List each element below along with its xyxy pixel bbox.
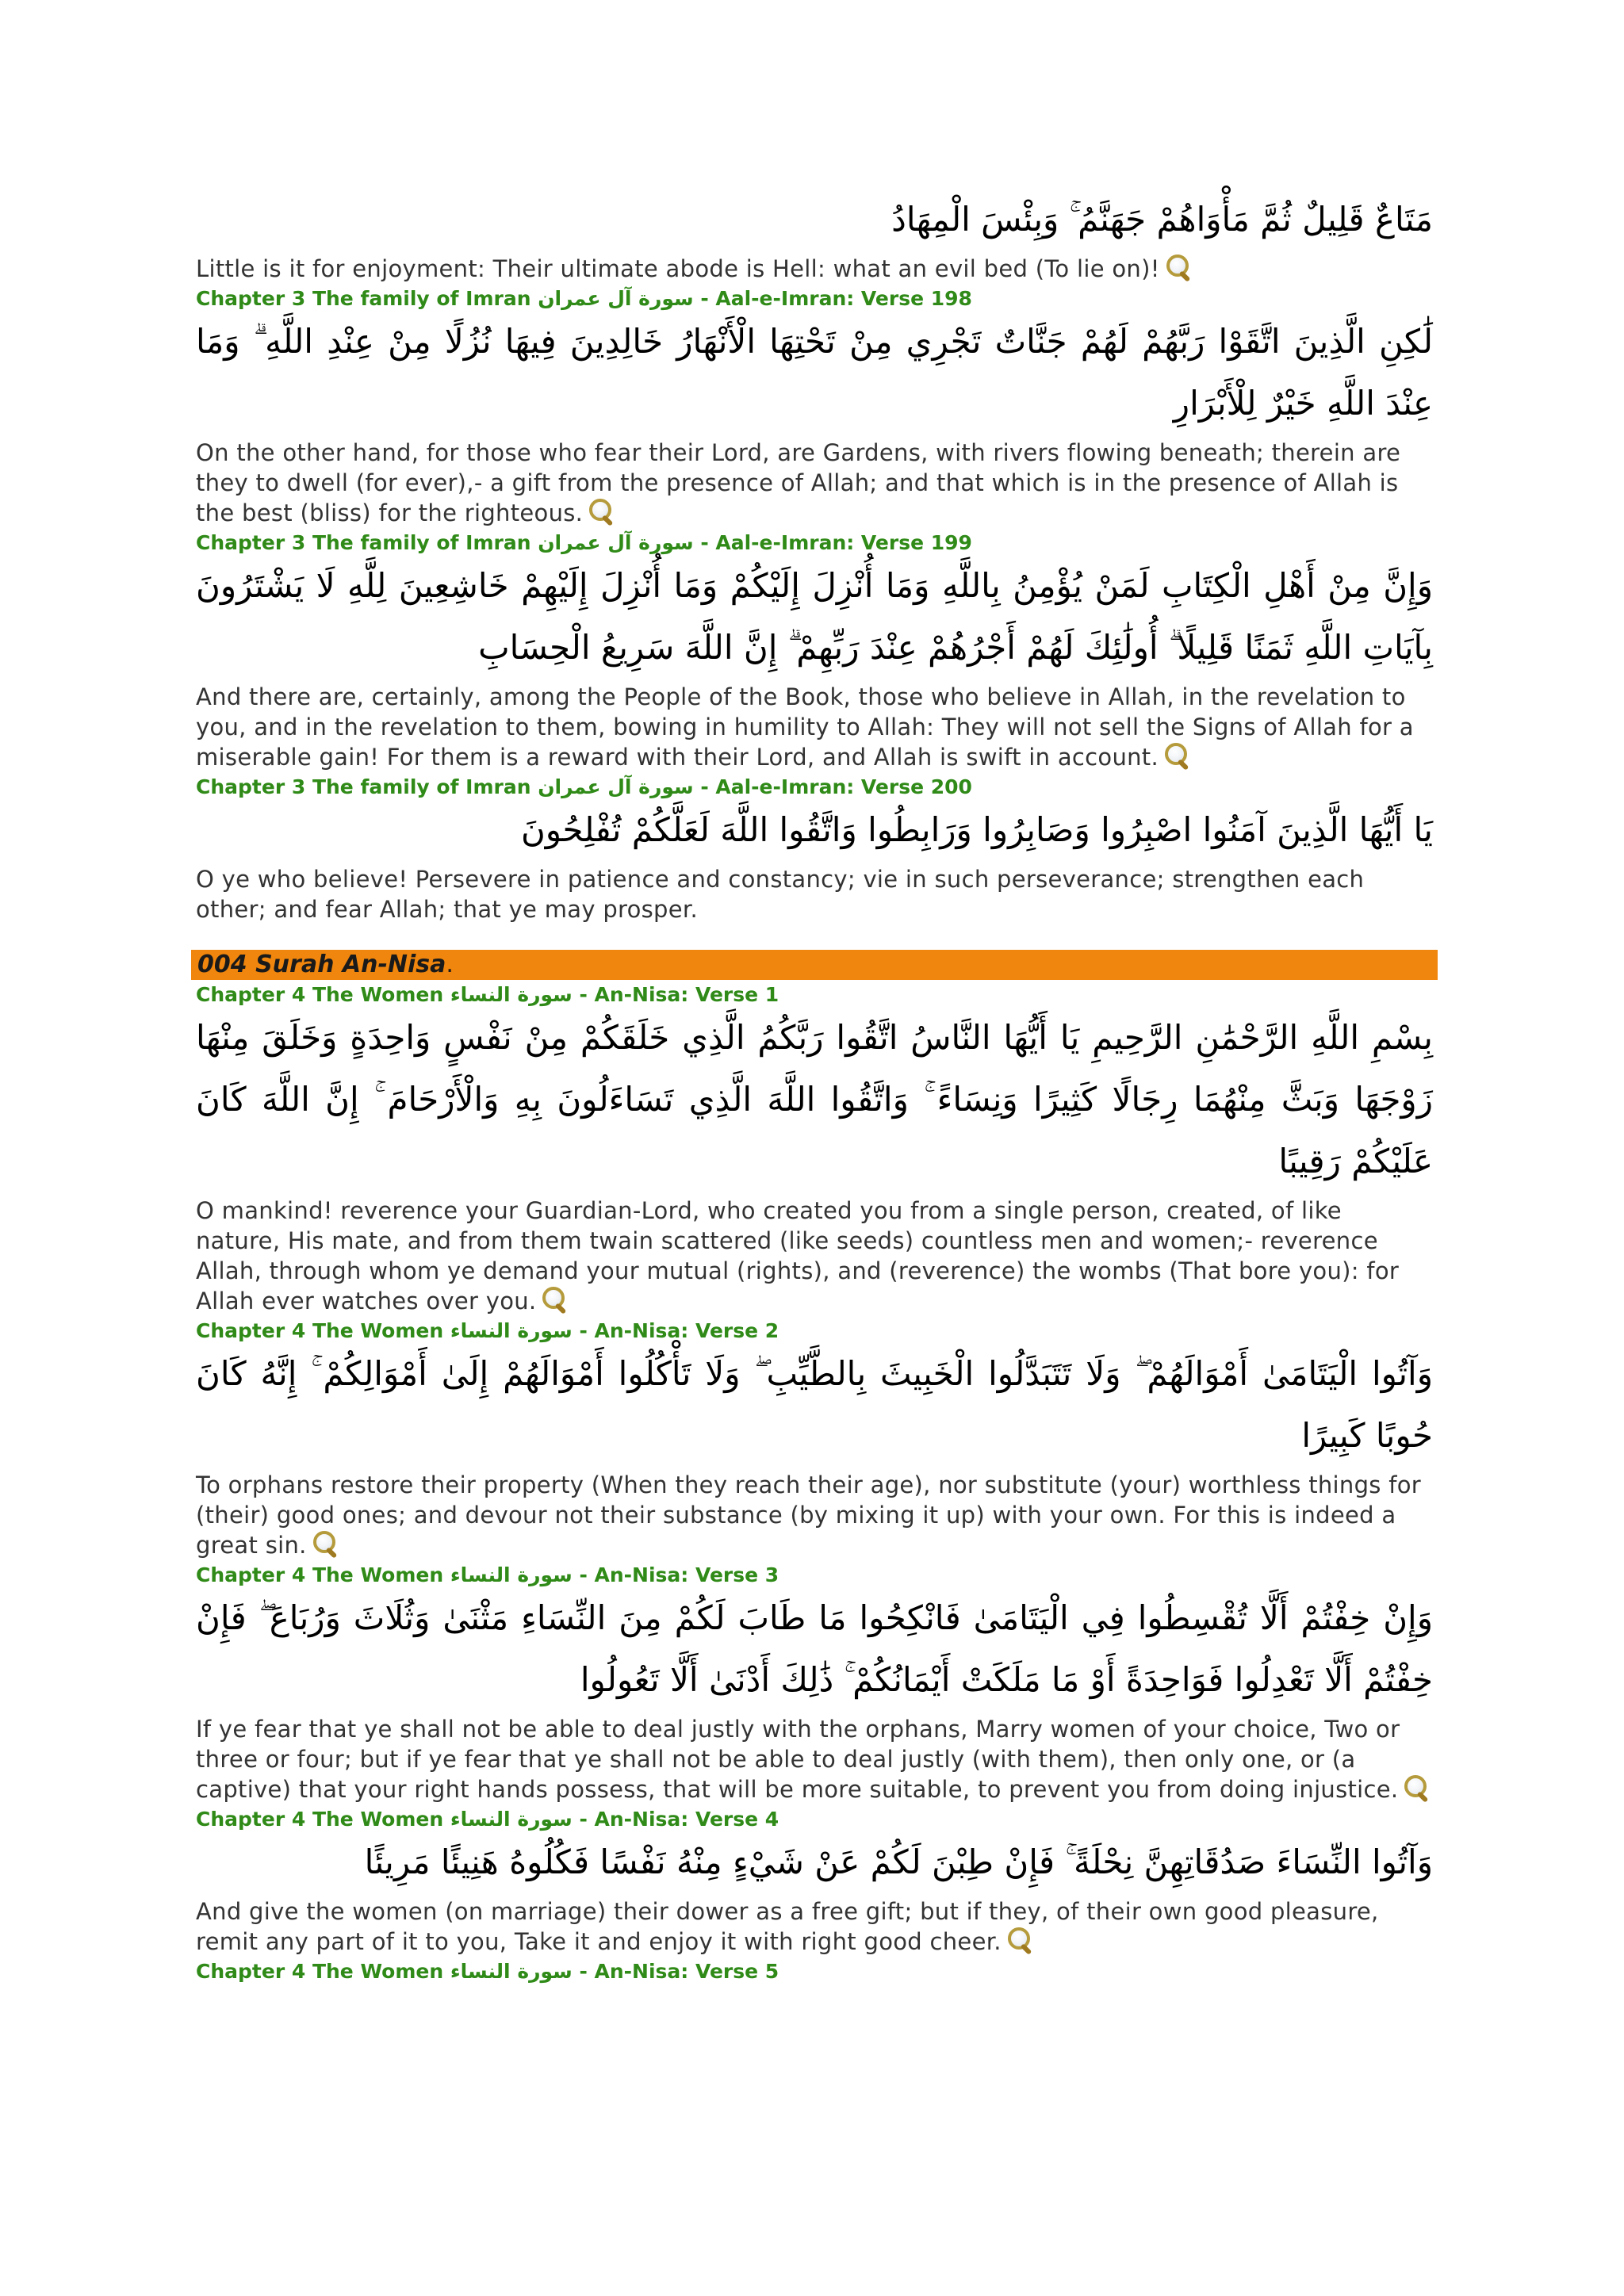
heading-chapter: Chapter 3 The family of Imran — [196, 287, 531, 310]
heading-surah-arabic: سورة النساء — [450, 983, 573, 1006]
heading-chapter: Chapter 4 The Women — [196, 1808, 444, 1831]
translation-text: If ye fear that ye shall not be able to deal justly with the orphans, Marry women of your choice, Two or three or four; but if ye fear that ye shall not be able to deal justly (with them), then only one, or (a captive) that your right hands possess, that will be more suitable, to prevent you from doing injustice. — [196, 1716, 1400, 1803]
magnifier-icon[interactable] — [541, 1287, 568, 1314]
heading-chapter: Chapter 4 The Women — [196, 1960, 444, 1983]
verse-continuation — [196, 189, 1433, 284]
english-translation — [196, 682, 1433, 772]
verse-block — [196, 775, 1433, 924]
english-translation — [196, 1470, 1433, 1560]
verse-heading — [196, 531, 1433, 555]
page-content — [196, 189, 1433, 1987]
magnifier-icon[interactable] — [1165, 254, 1192, 281]
magnifier-icon[interactable] — [1163, 743, 1190, 770]
verse-block — [196, 1319, 1433, 1560]
arabic-verse-text: مَتَاعٌ قَلِيلٌ ثُمَّ مَأْوَاهُمْ جَهَنَّمُ ۚ وَبِئْسَ الْمِهَادُ — [891, 200, 1433, 239]
heading-chapter: Chapter 4 The Women — [196, 1563, 444, 1586]
heading-chapter: Chapter 3 The family of Imran — [196, 531, 531, 554]
verse-block — [196, 287, 1433, 528]
verse-heading — [196, 1319, 1433, 1343]
heading-surah-arabic: سورة آل عمران — [538, 287, 694, 310]
verse-heading — [196, 1808, 1433, 1831]
arabic-verse-text: لَٰكِنِ الَّذِينَ اتَّقَوْا رَبَّهُمْ لَهُمْ جَنَّاتٌ تَجْرِي مِنْ تَحْتِهَا الْأَنْهَارُ خَالِدِينَ فِيهَا نُزُلًا مِنْ عِنْدِ اللَّهِ ۗ وَمَا عِنْدَ اللَّهِ خَيْرٌ لِلْأَبْرَارِ — [196, 322, 1433, 423]
verse-heading — [196, 983, 1433, 1007]
heading-surah-arabic: سورة آل عمران — [538, 531, 694, 554]
heading-surah-arabic: سورة آل عمران — [538, 775, 694, 798]
surah-title: 004 Surah An-Nisa — [197, 951, 446, 978]
heading-verse-ref: - An-Nisa: Verse 1 — [579, 983, 779, 1006]
translation-text: And there are, certainly, among the People of the Book, those who believe in Allah, in the revelation to you, and in the revelation to them, bowing in humility to Allah: They will not sell the Signs of Allah for a miserable gain! For them is a reward with their Lord, and Allah is swift in account. — [196, 683, 1414, 771]
heading-verse-ref: - An-Nisa: Verse 3 — [579, 1563, 779, 1586]
verse-block — [196, 531, 1433, 772]
heading-surah-arabic: سورة النساء — [450, 1563, 573, 1586]
heading-surah-arabic: سورة النساء — [450, 1808, 573, 1831]
heading-surah-arabic: سورة النساء — [450, 1960, 573, 1983]
verse-block — [196, 1808, 1433, 1957]
arabic-verse-text: وَآتُوا الْيَتَامَىٰ أَمْوَالَهُمْ ۖ وَلَا تَتَبَدَّلُوا الْخَبِيثَ بِالطَّيِّبِ ۖ وَلَا تَأْكُلُوا أَمْوَالَهُمْ إِلَىٰ أَمْوَالِكُمْ ۚ إِنَّهُ كَانَ حُوبًا كَبِيرًا — [196, 1354, 1433, 1455]
heading-chapter: Chapter 4 The Women — [196, 1319, 444, 1342]
translation-text: On the other hand, for those who fear their Lord, are Gardens, with rivers flowing beneath; therein are they to dwell (for ever),- a gift from the presence of Allah; and that which is in the presence of Allah is the best (bliss) for the righteous. — [196, 439, 1401, 526]
english-translation — [196, 1896, 1433, 1957]
magnifier-icon[interactable] — [1006, 1927, 1033, 1954]
english-translation — [196, 254, 1433, 284]
heading-verse-ref: - An-Nisa: Verse 4 — [579, 1808, 779, 1831]
verse-block — [196, 1563, 1433, 1804]
verse-block — [196, 1960, 1433, 1984]
arabic-verse-text: يَا أَيُّهَا الَّذِينَ آمَنُوا اصْبِرُوا وَصَابِرُوا وَرَابِطُوا وَاتَّقُوا اللَّهَ لَعَلَّكُمْ تُفْلِحُونَ — [520, 810, 1433, 849]
translation-text: Little is it for enjoyment: Their ultimate abode is Hell: what an evil bed (To lie on)! — [196, 255, 1160, 282]
heading-verse-ref: - An-Nisa: Verse 2 — [579, 1319, 779, 1342]
english-translation — [196, 864, 1433, 924]
heading-verse-ref: - Aal-e-Imran: Verse 200 — [700, 775, 972, 798]
arabic-verse-text: بِسْمِ اللَّهِ الرَّحْمَٰنِ الرَّحِيمِ يَا أَيُّهَا النَّاسُ اتَّقُوا رَبَّكُمُ الَّذِي خَلَقَكُمْ مِنْ نَفْسٍ وَاحِدَةٍ وَخَلَقَ مِنْهَا زَوْجَهَا وَبَثَّ مِنْهُمَا رِجَالًا كَثِيرًا وَنِسَاءً ۚ وَاتَّقُوا اللَّهَ الَّذِي تَسَاءَلُونَ بِهِ وَالْأَرْحَامَ ۚ إِنَّ اللَّهَ كَانَ عَلَيْكُمْ رَقِيبًا — [196, 1018, 1433, 1181]
english-translation — [196, 1714, 1433, 1804]
magnifier-icon[interactable] — [588, 499, 615, 526]
translation-text: O ye who believe! Persevere in patience and constancy; vie in such perseverance; strengthen each other; and fear Allah; that ye may prosper. — [196, 866, 1365, 923]
english-translation — [196, 438, 1433, 528]
arabic-verse-text: وَإِنَّ مِنْ أَهْلِ الْكِتَابِ لَمَنْ يُؤْمِنُ بِاللَّهِ وَمَا أُنْزِلَ إِلَيْكُمْ وَمَا أُنْزِلَ إِلَيْهِمْ خَاشِعِينَ لِلَّهِ لَا يَشْتَرُونَ بِآيَاتِ اللَّهِ ثَمَنًا قَلِيلًا ۗ أُولَٰئِكَ لَهُمْ أَجْرُهُمْ عِنْدَ رَبِّهِمْ ۗ إِنَّ اللَّهَ سَرِيعُ الْحِسَابِ — [196, 566, 1433, 667]
heading-verse-ref: - Aal-e-Imran: Verse 199 — [700, 531, 972, 554]
verse-heading — [196, 1563, 1433, 1587]
english-translation — [196, 1196, 1433, 1316]
heading-surah-arabic: سورة النساء — [450, 1319, 573, 1342]
magnifier-icon[interactable] — [1403, 1775, 1430, 1802]
heading-chapter: Chapter 3 The family of Imran — [196, 775, 531, 798]
heading-chapter: Chapter 4 The Women — [196, 983, 444, 1006]
magnifier-icon[interactable] — [312, 1531, 339, 1558]
heading-verse-ref: - An-Nisa: Verse 5 — [579, 1960, 779, 1983]
translation-text: To orphans restore their property (When they reach their age), nor substitute (your) worthless things for (their) good ones; and devour not their substance (by mixing it up) with your own. For this is indeed a great sin. — [196, 1471, 1422, 1559]
verse-heading — [196, 775, 1433, 799]
verse-heading — [196, 1960, 1433, 1984]
verse-heading — [196, 287, 1433, 311]
translation-text: And give the women (on marriage) their dower as a free gift; but if they, of their own good pleasure, remit any part of it to you, Take it and enjoy it with right good cheer. — [196, 1898, 1379, 1955]
arabic-verse-text: وَآتُوا النِّسَاءَ صَدُقَاتِهِنَّ نِحْلَةً ۚ فَإِنْ طِبْنَ لَكُمْ عَنْ شَيْءٍ مِنْهُ نَفْسًا فَكُلُوهُ هَنِيئًا مَرِيئًا — [364, 1843, 1433, 1881]
arabic-verse-text: وَإِنْ خِفْتُمْ أَلَّا تُقْسِطُوا فِي الْيَتَامَىٰ فَانْكِحُوا مَا طَابَ لَكُمْ مِنَ النِّسَاءِ مَثْنَىٰ وَثُلَاثَ وَرُبَاعَ ۖ فَإِنْ خِفْتُمْ أَلَّا تَعْدِلُوا فَوَاحِدَةً أَوْ مَا مَلَكَتْ أَيْمَانُكُمْ ۚ ذَٰلِكَ أَدْنَىٰ أَلَّا تَعُولُوا — [196, 1598, 1433, 1699]
surah-title-dot: . — [446, 951, 454, 978]
translation-text: O mankind! reverence your Guardian-Lord, who created you from a single person, created, of like nature, His mate, and from them twain scattered (like seeds) countless men and women;- reverence Allah, through whom ye demand your mutual (rights), and (reverence) the wombs (That bore you): for Allah ever watches over you. — [196, 1197, 1400, 1314]
verse-block — [196, 983, 1433, 1316]
surah-title-bar — [191, 950, 1438, 980]
heading-verse-ref: - Aal-e-Imran: Verse 198 — [700, 287, 972, 310]
